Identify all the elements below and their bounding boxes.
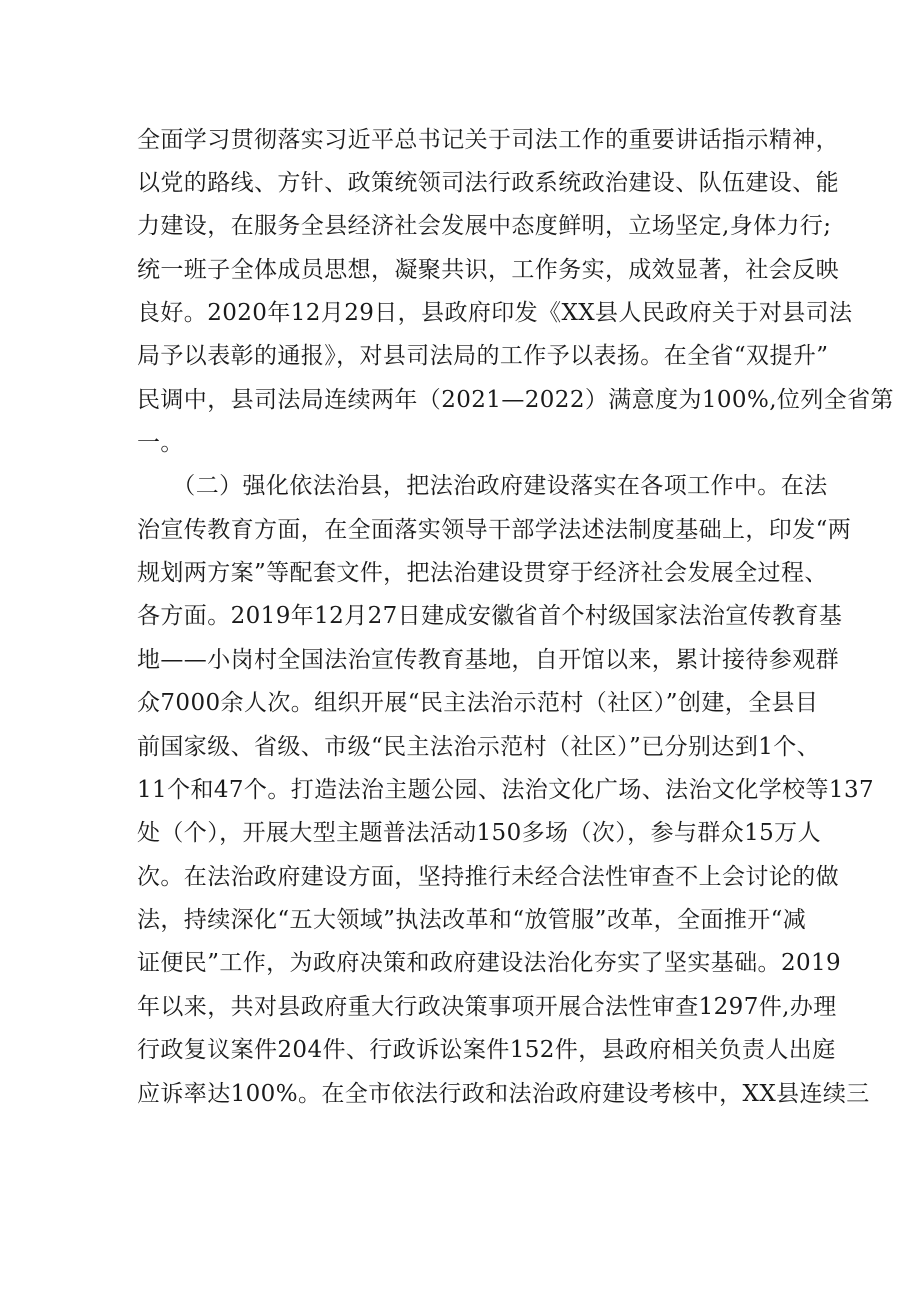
body-text-line: 力建设，在服务全县经济社会发展中态度鲜明，立场坚定,身体力行; xyxy=(137,213,832,239)
body-text-line: 地——小岗村全国法治宣传教育基地，自开馆以来，累计接待参观群 xyxy=(137,647,839,673)
body-text-line: 证便民”工作，为政府决策和政府建设法治化夯实了坚实基础。2019 xyxy=(137,950,842,976)
body-text-line: 全面学习贯彻落实习近平总书记关于司法工作的重要讲话指示精神， xyxy=(137,127,839,153)
body-text-line: 治宣传教育方面，在全面落实领导干部学法述法制度基础上，印发“两 xyxy=(137,517,852,543)
body-text-line: 年以来，共对县政府重大行政决策事项开展合法性审查1297件,办理 xyxy=(137,994,837,1020)
body-text-line: 应诉率达100%。在全市依法行政和法治政府建设考核中，XX县连续三 xyxy=(137,1081,870,1107)
body-text-line: 规划两方案”等配套文件，把法治建设贯穿于经济社会发展全过程、 xyxy=(137,560,828,586)
body-text-line: 局予以表彰的通报》，对县司法局的工作予以表扬。在全省“双提升” xyxy=(137,343,829,369)
body-text-line: 法，持续深化“五大领域”执法改革和“放管服”改革，全面推开“减 xyxy=(137,907,807,933)
paragraph-start-line: （二）强化依法治县，把法治政府建设落实在各项工作中。在法 xyxy=(137,473,828,499)
body-text-line: 11个和47个。打造法治主题公园、法治文化广场、法治文化学校等137 xyxy=(137,777,875,803)
body-text-line: 一。 xyxy=(137,430,184,456)
body-text-line: 行政复议案件204件、行政诉讼案件152件，县政府相关负责人出庭 xyxy=(137,1037,836,1063)
body-text-line: 民调中，县司法局连续两年（2021—2022）满意度为100%,位列全省第 xyxy=(137,387,894,413)
body-text-line: 良好。2020年12月29日，县政府印发《XX县人民政府关于对县司法 xyxy=(137,300,853,326)
body-text-line: 前国家级、省级、市级“民主法治示范村（社区）”已分别达到1个、 xyxy=(137,734,821,760)
body-text-line: 统一班子全体成员思想，凝聚共识，工作务实，成效显著，社会反映 xyxy=(137,257,839,283)
body-text-line: 处（个），开展大型主题普法活动150多场（次），参与群众15万人 xyxy=(137,820,821,846)
body-text-line: 以党的路线、方针、政策统领司法行政系统政治建设、队伍建设、能 xyxy=(137,170,839,196)
body-text-line: 众7000余人次。组织开展“民主法治示范村（社区）”创建，全县目 xyxy=(137,690,819,716)
body-text-line: 次。在法治政府建设方面，坚持推行未经合法性审查不上会讨论的做 xyxy=(137,864,839,890)
body-text-line: 各方面。2019年12月27日建成安徽省首个村级国家法治宣传教育基 xyxy=(137,603,843,629)
